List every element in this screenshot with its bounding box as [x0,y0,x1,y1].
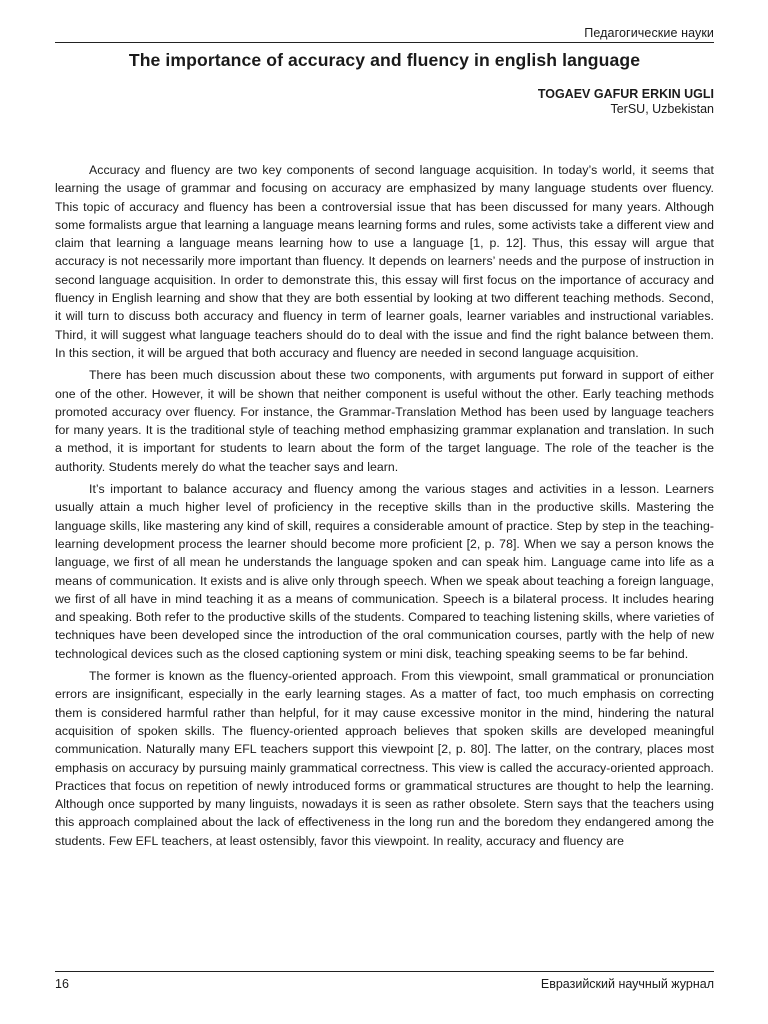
author-affiliation: TerSU, Uzbekistan [610,102,714,116]
author-name: TOGAEV GAFUR ERKIN UGLI [537,87,714,101]
page-number: 16 [55,977,69,991]
footer-rule [55,971,714,972]
header-rule [55,42,714,43]
article-title: The importance of accuracy and fluency in english language [128,50,641,70]
paragraph-4: The former is known as the fluency-oriented approach. From this viewpoint, small grammatical or pronunciation errors are insignificant, especially in the early learning stages. As a matter of fact, too much emphasis on correcting them is considered harmful rather than helpful, for it may cause excessive monitor in the mind, hindering the natural acquisition of spoken skills. The fluency-oriented approach believes that spoken skills are developed meaningful communication. Naturally many EFL teachers support this viewpoint [2, p. 80]. The latter, on the contrary, places most emphasis on accuracy by pursuing mainly grammatical correctness. This view is called the accuracy-oriented approach. Practices that focus on repetition of newly introduced forms or grammatical structures are thought to help the learning. Although once supported by many linguists, nowadays it is seen as rather obsolete. Stern says that the teachers using this approach complained about the lack of effectiveness in the long run and the boredom they endangered among the students. Few EFL teachers, at least ostensibly, favor this viewpoint. In reality, accuracy and fluency are [55,669,714,848]
paragraph-1: Accuracy and fluency are two key components of second language acquisition. In today’s world, it seems that learning the usage of grammar and focusing on accuracy are emphasized by many language students over fluency. This topic of accuracy and fluency has been a controversial issue that has been discussed for many years. Although some formalists argue that learning a language means learning forms and rules, some activists take a different view and claim that learning a language means learning how to use a language [1, p. 12]. Thus, this essay will argue that accuracy is not necessarily more important than fluency. It depends on learners’ needs and the purpose of instruction in second language acquisition. In order to demonstrate this, this essay will first focus on the importance of accuracy and fluency in English learning and show that they are both essential by looking at two different teaching methods. Second, it will turn to discuss both accuracy and fluency in term of learner goals, learner variables and instructional variables. Third, it will suggest what language teachers should do to deal with the issue and find the right balance between them. In this section, it will be argued that both accuracy and fluency are needed in second language acquisition. [55,163,714,360]
paragraph-3: It’s important to balance accuracy and fluency among the various stages and activities in a lesson. Learners usually attain a much higher level of proficiency in the receptive skills than in the productive skills. Mastering the language skills, like mastering any kind of skill, requires a considerable amount of practice. Step by step in the teaching-learning development process the learner should become more proficient [2, p. 78]. When we say a person knows the language, we first of all mean he understands the language spoken and can speak him. Language came into life as a means of communication. It exists and is alive only through speech. When we speak about teaching a foreign language, we first of all have in mind teaching it as a means of communication. Speech is a bilateral process. It includes hearing and speaking. Both refer to the productive skills of the students. Compared to teaching listening skills, where varieties of techniques have been developed since the introduction of the oral communication courses, partly with the help of new technological devices such as the closed captioning system or mini disk, teaching speaking seems to be far behind. [55,482,714,661]
paragraph-2: There has been much discussion about these two components, with arguments put forward in support of either one of the other. However, it will be shown that neither component is useful without the other. Early teaching methods promoted accuracy over fluency. For instance, the Grammar-Translation Method has been used by language teachers for many years. It is the traditional style of teaching method emphasizing grammar explanation and translation. In such a method, it is important for students to learn about the form of the target language. The role of the teacher is the authority. Students merely do what the teacher says and learn. [55,368,714,474]
running-head-section: Педагогические науки [584,26,714,40]
article-body [55,161,714,850]
article-page [55,0,714,1024]
journal-name: Евразийский научный журнал [540,977,714,991]
